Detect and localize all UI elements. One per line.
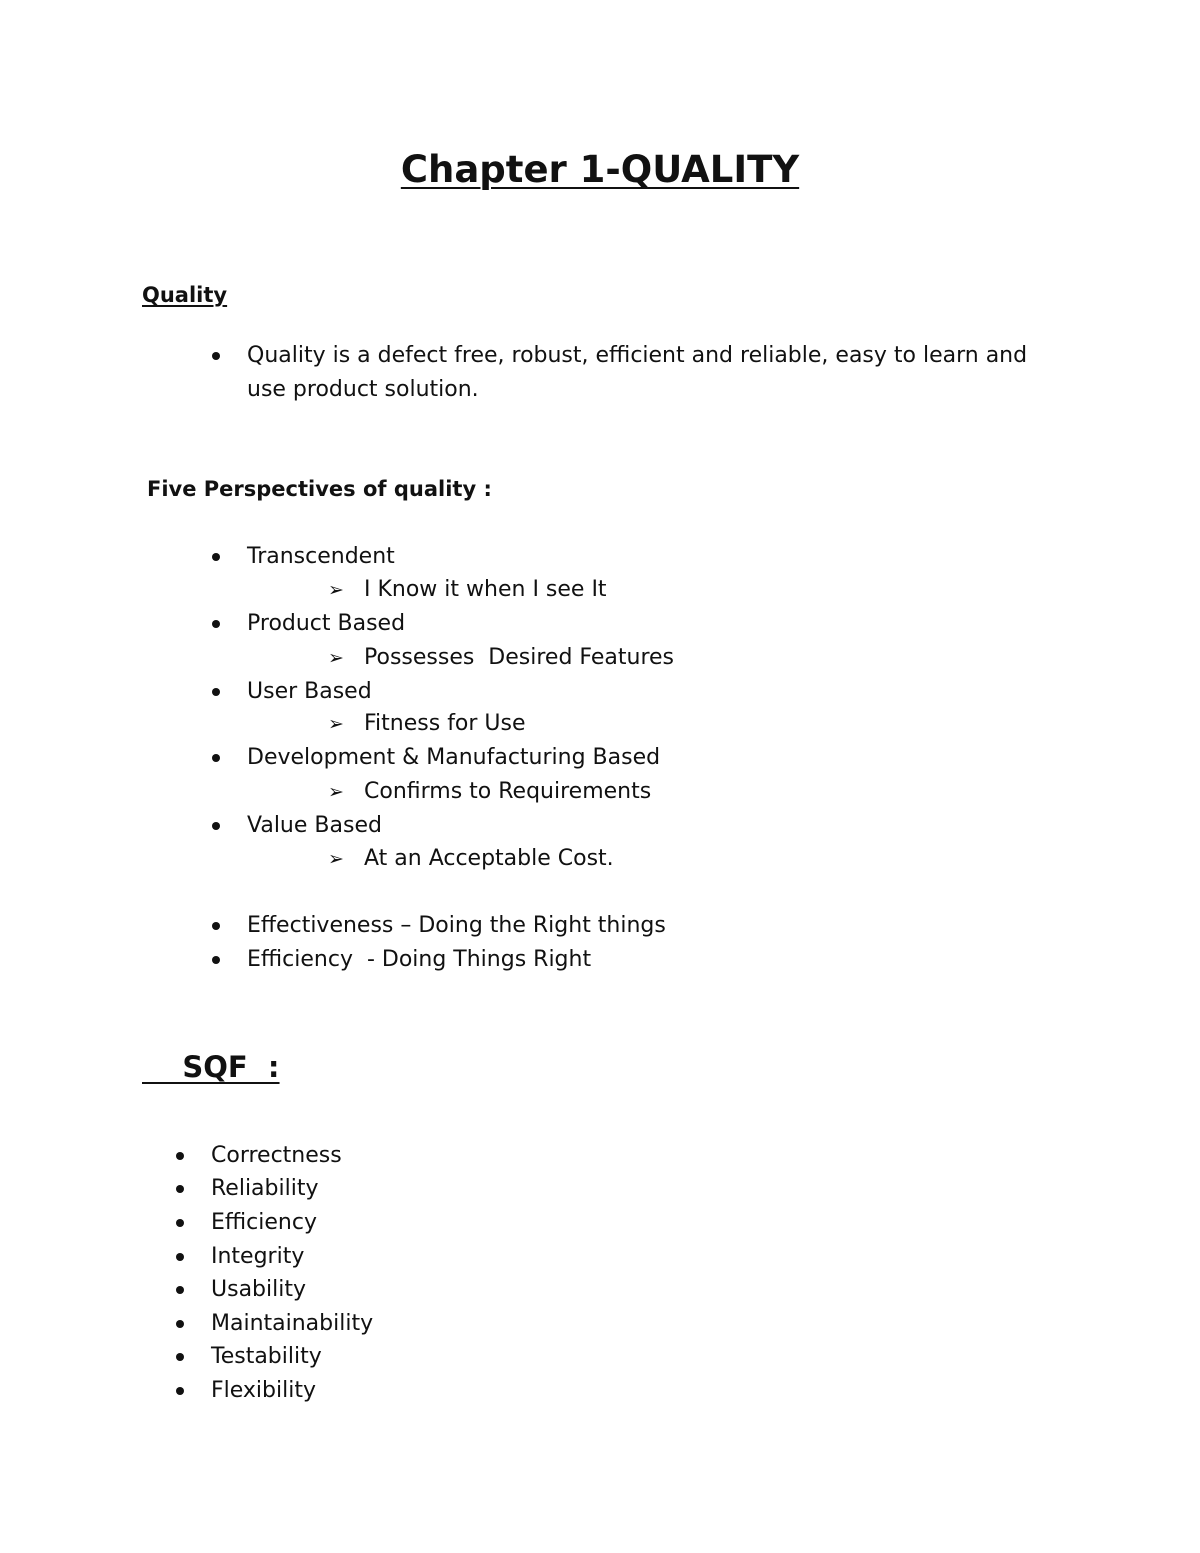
perspective-label: Transcendent [247, 544, 395, 569]
bullet-dot-icon [176, 1387, 184, 1395]
bullet-dot-icon [176, 1152, 184, 1160]
bullet-dot-icon [212, 822, 220, 830]
bullet-dot-icon [212, 922, 220, 930]
sqf-item: Integrity [211, 1244, 305, 1269]
sqf-item: Testability [211, 1344, 322, 1369]
quality-definition: Quality is a defect free, robust, efficient and reliable, easy to learn and use product solution. [247, 343, 1028, 402]
efficiency-item: Efficiency - Doing Things Right [247, 947, 592, 972]
arrowhead-icon: ➢ [328, 713, 344, 735]
sqf-item: Reliability [211, 1176, 319, 1201]
sqf-heading: SQF : [142, 1050, 280, 1084]
bullet-dot-icon [176, 1320, 184, 1328]
bullet-dot-icon [176, 1185, 184, 1193]
bullet-dot-icon [176, 1219, 184, 1227]
bullet-dot-icon [212, 688, 220, 696]
sqf-item: Maintainability [211, 1311, 374, 1336]
perspectives-heading: Five Perspectives of quality : [147, 477, 492, 501]
perspective-detail: Confirms to Requirements [364, 779, 652, 804]
bullet-dot-icon [212, 620, 220, 628]
arrowhead-icon: ➢ [328, 848, 344, 870]
quality-heading: Quality [142, 283, 228, 307]
bullet-dot-icon [212, 956, 220, 964]
sqf-item: Correctness [211, 1143, 342, 1168]
perspective-label: Value Based [247, 813, 382, 838]
perspective-label: Development & Manufacturing Based [247, 745, 661, 770]
effectiveness-item: Effectiveness – Doing the Right things [247, 913, 666, 938]
sqf-item: Efficiency [211, 1210, 317, 1235]
bullet-dot-icon [212, 352, 220, 360]
perspective-label: User Based [247, 679, 372, 704]
perspective-detail: At an Acceptable Cost. [364, 846, 614, 871]
sqf-item: Usability [211, 1277, 306, 1302]
arrowhead-icon: ➢ [328, 781, 344, 803]
perspective-detail: Fitness for Use [364, 711, 526, 736]
bullet-dot-icon [176, 1353, 184, 1361]
perspective-detail: Possesses Desired Features [364, 645, 675, 670]
page-title: Chapter 1-QUALITY [400, 148, 800, 191]
bullet-dot-icon [212, 553, 220, 561]
arrowhead-icon: ➢ [328, 579, 344, 601]
perspective-detail: I Know it when I see It [364, 577, 607, 602]
bullet-dot-icon [176, 1253, 184, 1261]
perspective-label: Product Based [247, 611, 406, 636]
arrowhead-icon: ➢ [328, 647, 344, 669]
bullet-dot-icon [212, 754, 220, 762]
sqf-item: Flexibility [211, 1378, 316, 1403]
bullet-dot-icon [176, 1286, 184, 1294]
